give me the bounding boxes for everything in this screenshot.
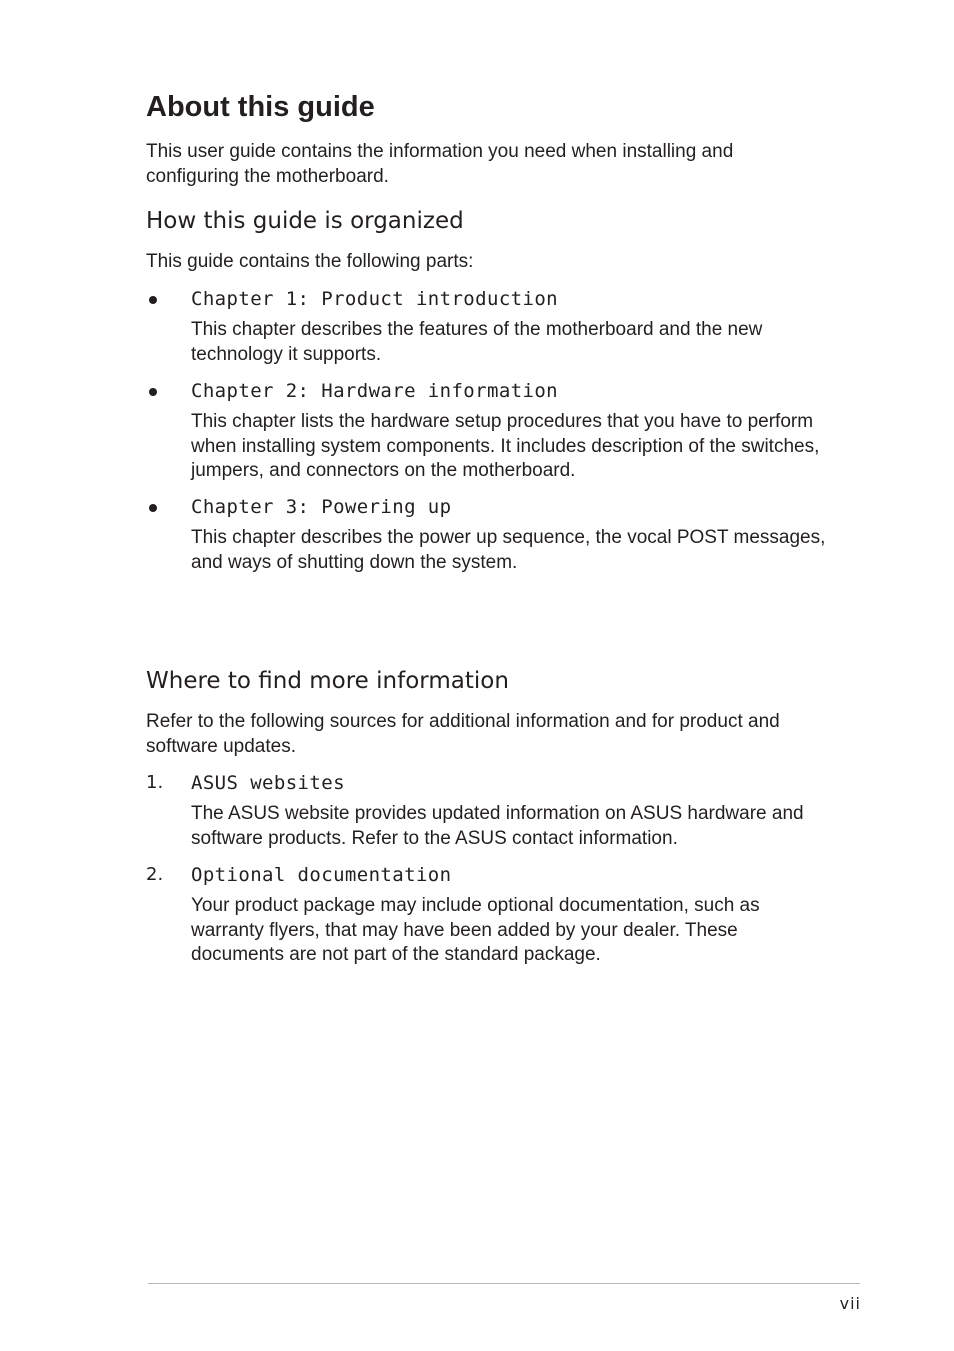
chapter-description: This chapter describes the power up sequence, the vocal POST messages, and ways of shutting down the system. (191, 527, 826, 573)
source-heading: Optional documentation (191, 864, 452, 886)
source-description: The ASUS website provides updated information on ASUS hardware and software products. Refer to the ASUS contact information. (191, 803, 804, 849)
more-info-intro: Refer to the following sources for additional information and for product and software updates. (146, 711, 780, 757)
source-description: Your product package may include optional documentation, such as warranty flyers, that may have been added by your dealer. These documents are not part of the standard package. (191, 895, 760, 965)
footer-divider (148, 1283, 860, 1284)
chapter-heading: Chapter 3: Powering up (191, 496, 452, 518)
organized-intro: This guide contains the following parts: (146, 251, 474, 272)
section-heading-more-info: Where to find more information (146, 668, 509, 694)
bullet-icon (149, 296, 157, 304)
chapter-description: This chapter describes the features of the motherboard and the new technology it supports. (191, 319, 763, 365)
bullet-icon (149, 504, 157, 512)
source-heading: ASUS websites (191, 772, 345, 794)
page-title: About this guide (146, 91, 375, 123)
chapter-heading: Chapter 2: Hardware information (191, 380, 559, 402)
chapter-heading: Chapter 1: Product introduction (191, 288, 559, 310)
list-number: 1. (146, 772, 164, 793)
page-number: vii (839, 1294, 861, 1313)
bullet-icon (149, 388, 157, 396)
section-heading-organized: How this guide is organized (146, 208, 464, 234)
chapter-description: This chapter lists the hardware setup procedures that you have to perform when installing system components. It includes description of the switches, jumpers, and connectors on the motherboard. (191, 411, 820, 481)
intro-paragraph: This user guide contains the information you need when installing and configuring the motherboard. (146, 141, 734, 187)
list-number: 2. (146, 864, 164, 885)
